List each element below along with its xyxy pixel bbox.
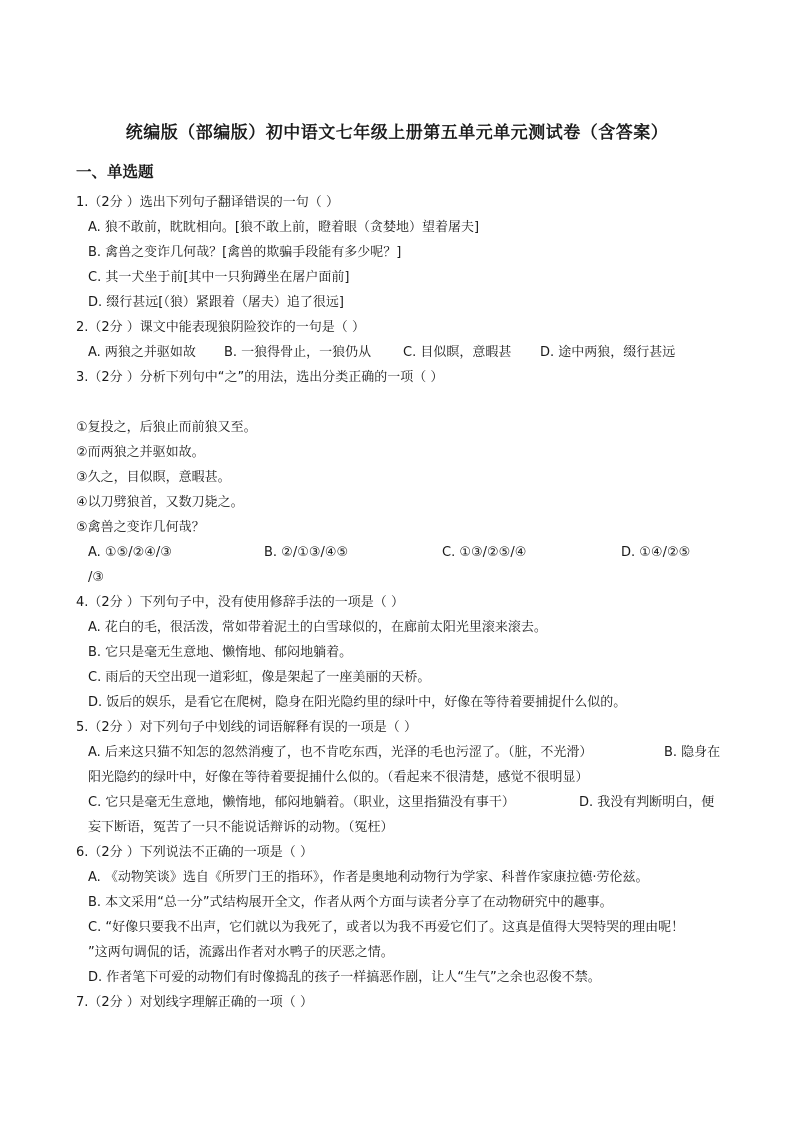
question-2-option-a: A. 两狼之并驱如故: [88, 345, 196, 360]
question-3-sentence-1: ①复投之，后狼止而前狼又至。: [76, 420, 257, 435]
question-5-option-b-continuation: 阳光隐约的绿叶中，好像在等待着要捉捕什么似的。（看起来不很清楚，感觉不很明显）: [88, 770, 589, 785]
question-2-stem: 2.（2分 ）课文中能表现狼阴险狡诈的一句是（ ）: [76, 320, 365, 335]
question-2-option-c: C. 目似瞑，意暇甚: [403, 345, 512, 360]
question-3-option-c: C. ①③/②⑤/④: [442, 545, 527, 560]
question-5-option-d-continuation: 妄下断语，冤苦了一只不能说话辩诉的动物。（冤枉）: [88, 820, 394, 835]
question-5-option-d-start: D. 我没有判断明白，便: [579, 795, 715, 810]
question-1-stem: 1.（2分 ）选出下列句子翻译错误的一句（ ）: [76, 195, 339, 210]
question-6-option-b: B. 本文采用“总一分”式结构展开全文，作者从两个方面与读者分享了在动物研究中的趣事。: [88, 895, 613, 910]
section-heading: 一、单选题: [76, 163, 154, 181]
question-3-sentence-2: ②而两狼之并驱如故。: [76, 445, 205, 460]
question-4-option-b: B. 它只是毫无生意地、懒惰地、郁闷地躺着。: [88, 645, 353, 660]
question-1-option-b: B. 禽兽之变诈几何哉？[禽兽的欺骗手段能有多少呢？]: [88, 245, 402, 260]
question-6-stem: 6.（2分 ）下列说法不正确的一项是（ ）: [76, 845, 313, 860]
question-6-option-d: D. 作者笔下可爱的动物们有时像捣乱的孩子一样搞恶作剧，让人“生气”之余也忍俊不禁。: [88, 970, 601, 985]
question-3-sentence-4: ④以刀劈狼首，又数刀毙之。: [76, 495, 244, 510]
question-3-sentence-3: ③久之，目似瞑，意暇甚。: [76, 470, 231, 485]
question-3-option-b: B. ②/①③/④⑤: [264, 545, 349, 560]
question-1-option-a: A. 狼不敢前，眈眈相向。[狼不敢上前，瞪着眼（贪婪地）望着屠夫]: [88, 220, 480, 235]
question-2-option-b: B. 一狼得骨止，一狼仍从: [224, 345, 372, 360]
question-5-option-a: A. 后来这只猫不知怎的忽然消瘦了，也不肯吃东西，光泽的毛也污涩了。（脏，不光滑）: [88, 745, 593, 760]
question-5-option-c: C. 它只是毫无生意地，懒惰地，郁闷地躺着。（职业，这里指猫没有事干）: [88, 795, 515, 810]
question-1-option-c: C. 其一犬坐于前[其中一只狗蹲坐在屠户面前]: [88, 270, 350, 285]
question-4-stem: 4.（2分 ）下列句子中，没有使用修辞手法的一项是（ ）: [76, 595, 404, 610]
question-6-option-c: C. “好像只要我不出声，它们就以为我死了，或者以为我不再爱它们了。这真是值得大哭特哭的理由呢！: [88, 920, 685, 935]
question-6-option-c-continuation: ”这两句调侃的话，流露出作者对水鸭子的厌恶之情。: [88, 945, 394, 960]
question-4-option-c: C. 雨后的天空出现一道彩虹，像是架起了一座美丽的天桥。: [88, 670, 431, 685]
question-3-option-d: D. ①④/②⑤: [621, 545, 691, 560]
question-5-option-b-start: B. 隐身在: [664, 745, 721, 760]
question-5-stem: 5.（2分 ）对下列句子中划线的词语解释有误的一项是（ ）: [76, 720, 417, 735]
question-4-option-a: A. 花白的毛，很活泼，常如带着泥土的白雪球似的，在廊前太阳光里滚来滚去。: [88, 620, 547, 635]
question-2-option-d: D. 途中两狼，缀行甚远: [540, 345, 676, 360]
question-3-sentence-5: ⑤禽兽之变诈几何哉？: [76, 520, 205, 535]
question-7-stem: 7.（2分 ）对划线字理解正确的一项（ ）: [76, 995, 313, 1010]
question-6-option-a: A. 《动物笑谈》选自《所罗门王的指环》，作者是奥地利动物行为学家、科普作家康拉德·劳伦兹。: [88, 870, 649, 885]
question-3-option-d-continuation: /③: [88, 570, 105, 585]
question-3-option-a: A. ①⑤/②④/③: [88, 545, 172, 560]
question-3-stem: 3.（2分 ）分析下列句中“之”的用法，选出分类正确的一项（ ）: [76, 370, 444, 385]
page-title: 统编版（部编版）初中语文七年级上册第五单元单元测试卷（含答案）: [125, 123, 669, 143]
question-4-option-d: D. 饭后的娱乐，是看它在爬树，隐身在阳光隐约里的绿叶中，好像在等待着要捕捉什么似的。: [88, 695, 627, 710]
question-1-option-d: D. 缀行甚远[（狼）紧跟着（屠夫）追了很远]: [88, 295, 344, 310]
